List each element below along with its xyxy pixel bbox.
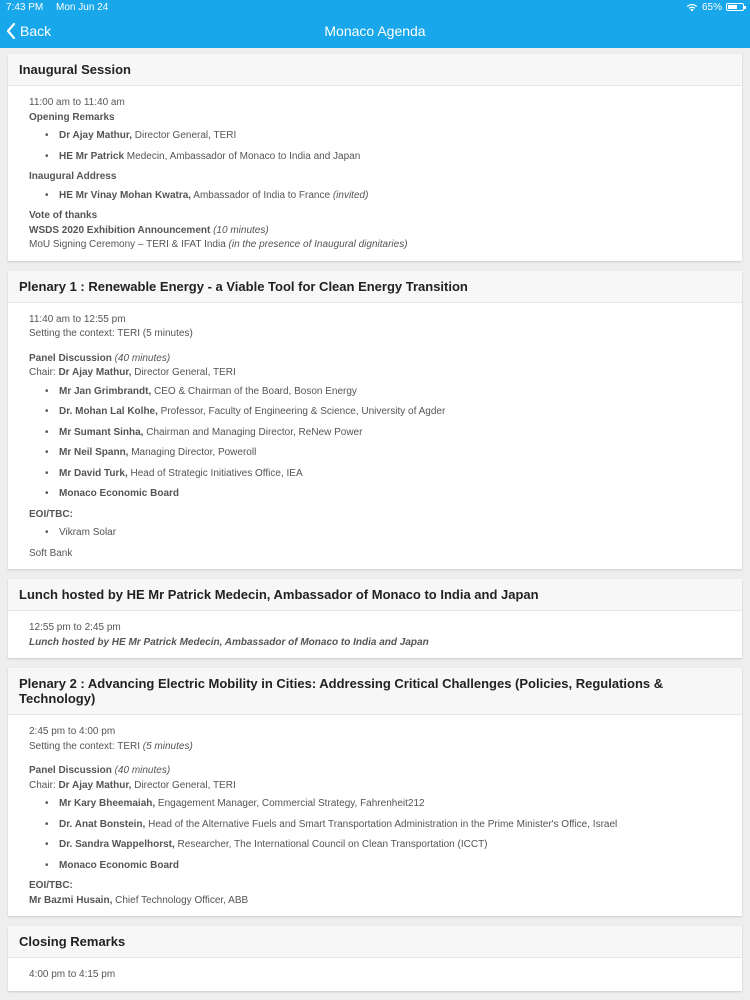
list-item <box>59 189 721 204</box>
panelist-name: Dr. Mohan Lal Kolhe, <box>59 406 158 417</box>
setting-context: Setting the context: TERI (5 minutes) <box>29 328 193 339</box>
panelist-desc: Professor, Faculty of Engineering & Science, University of Agder <box>157 406 446 417</box>
list-item <box>59 426 721 441</box>
eoi-list <box>29 526 721 541</box>
panelist-desc: Head of the Alternative Fuels and Smart Transportation Administration in the Prime Minister's Office, Israel <box>145 818 618 830</box>
panelist-name: Mr Kary Bheemaiah, <box>59 798 156 809</box>
softbank-line: Soft Bank <box>29 547 73 559</box>
list-item <box>59 487 721 502</box>
agenda-list <box>0 48 750 991</box>
context-label: Setting the context: TERI <box>29 740 143 752</box>
session-body <box>8 611 742 658</box>
speaker-name: HE Mr Patrick <box>59 150 125 162</box>
chair-prefix: Chair: <box>29 779 59 791</box>
nav-bar <box>0 14 750 48</box>
page-title: Monaco Agenda <box>324 23 426 39</box>
session-body <box>8 715 742 916</box>
speaker-name: Dr Ajay Mathur, <box>59 130 132 141</box>
inaugural-address-label: Inaugural Address <box>29 171 117 182</box>
status-date: Mon Jun 24 <box>56 1 109 13</box>
panelist-desc: CEO & Chairman of the Board, Boson Energy <box>151 385 357 397</box>
list-item <box>59 405 721 420</box>
session-time: 12:55 pm to 2:45 pm <box>29 622 121 633</box>
eoi-label: EOI/TBC: <box>29 880 73 891</box>
panelist-name: Monaco Economic Board <box>59 488 180 499</box>
session-time: 11:00 am to 11:40 am <box>29 97 125 108</box>
panelist-name: Dr. Sandra Wappelhorst, <box>59 839 175 850</box>
battery-percent: 65% <box>701 1 722 13</box>
setting-context <box>29 740 721 755</box>
session-body <box>8 86 742 261</box>
panelist-desc: Head of Strategic Initiatives Office, IEA <box>127 467 303 479</box>
chair-name: Dr Ajay Mathur, <box>58 367 132 378</box>
speaker-desc: Director General, TERI <box>131 130 237 141</box>
panelist-name: Dr. Anat Bonstein, <box>59 818 146 830</box>
address-speakers-list <box>29 189 721 204</box>
session-title: Inaugural Session <box>8 54 742 86</box>
session-title: Closing Remarks <box>8 926 742 958</box>
panel-label: Panel Discussion <box>29 352 112 364</box>
chair-prefix: Chair: <box>29 367 59 378</box>
lunch-desc: Lunch hosted by HE Mr Patrick Medecin, Ambassador of Monaco to India and Japan <box>29 636 429 648</box>
list-item <box>59 797 721 812</box>
list-item <box>59 150 721 165</box>
eoi-desc: Chief Technology Officer, ABB <box>112 894 249 906</box>
back-button[interactable] <box>6 14 51 48</box>
wifi-icon <box>686 3 698 12</box>
panelist-name: Mr Jan Grimbrandt, <box>59 385 152 397</box>
list-item <box>59 818 721 833</box>
panelists-list <box>29 797 721 873</box>
session-card-inaugural[interactable] <box>8 54 742 261</box>
session-time: 2:45 pm to 4:00 pm <box>29 726 116 737</box>
chair-line <box>29 366 721 381</box>
panelist-desc: Researcher, The International Council on Clean Transportation (ICCT) <box>174 839 488 850</box>
opening-remarks-label: Opening Remarks <box>29 111 115 123</box>
panel-discussion <box>29 352 721 367</box>
eoi-name: Mr Bazmi Husain, <box>29 894 113 906</box>
list-item: • Vikram Solar <box>59 526 721 541</box>
session-card-lunch[interactable] <box>8 579 742 658</box>
panelist-name: Mr David Turk, <box>59 467 128 479</box>
panelist-name: Mr Sumant Sinha, <box>59 426 144 438</box>
panel-label: Panel Discussion <box>29 765 112 776</box>
session-card-plenary-1[interactable] <box>8 271 742 570</box>
speaker-desc: Medecin, Ambassador of Monaco to India and Japan <box>124 150 361 162</box>
panelist-desc: Engagement Manager, Commercial Strategy, Fahrenheit212 <box>155 798 425 809</box>
list-item <box>59 129 721 144</box>
wsds-announcement <box>29 224 721 239</box>
chair-name: Dr Ajay Mathur, <box>58 779 132 791</box>
session-time: 11:40 am to 12:55 pm <box>29 313 126 325</box>
panelists-list <box>29 385 721 502</box>
list-item <box>59 838 721 853</box>
mou-ceremony <box>29 238 721 253</box>
chevron-left-icon <box>6 23 16 39</box>
chair-desc: Director General, TERI <box>131 779 236 791</box>
session-body <box>8 303 742 570</box>
panelist-name: Monaco Economic Board <box>59 859 180 871</box>
panelist-desc: Managing Director, Poweroll <box>128 447 257 458</box>
session-title: Plenary 2 : Advancing Electric Mobility in Cities: Addressing Critical Challenges (Policies, Regulations & Technology) <box>8 668 742 715</box>
mou-label: MoU Signing Ceremony – TERI & IFAT India <box>29 239 229 250</box>
speaker-note: (invited) <box>332 189 369 201</box>
session-card-closing[interactable] <box>8 926 742 991</box>
panel-note: (40 minutes) <box>111 352 171 364</box>
session-title: Plenary 1 : Renewable Energy - a Viable Tool for Clean Energy Transition <box>8 271 742 303</box>
back-label: Back <box>20 23 52 39</box>
session-time: 4:00 pm to 4:15 pm <box>29 969 116 980</box>
battery-icon <box>726 3 744 11</box>
mou-note: (in the presence of Inaugural dignitaries) <box>228 239 408 250</box>
status-time: 7:43 PM <box>6 1 44 13</box>
session-title: Lunch hosted by HE Mr Patrick Medecin, Ambassador of Monaco to India and Japan <box>8 579 742 611</box>
panel-discussion <box>29 764 721 779</box>
context-note: (5 minutes) <box>142 740 193 752</box>
vote-of-thanks: Vote of thanks <box>29 210 98 221</box>
list-item <box>59 446 721 461</box>
session-body <box>8 958 742 991</box>
list-item <box>59 467 721 482</box>
session-card-plenary-2[interactable] <box>8 668 742 916</box>
status-bar <box>0 0 750 14</box>
list-item <box>59 859 721 874</box>
chair-desc: Director General, TERI <box>131 367 236 378</box>
opening-speakers-list <box>29 129 721 164</box>
panelist-desc: Chairman and Managing Director, ReNew Power <box>143 426 363 438</box>
wsds-label: WSDS 2020 Exhibition Announcement <box>29 224 211 236</box>
panelist-name: Mr Neil Spann, <box>59 447 129 458</box>
panel-note: (40 minutes) <box>111 765 171 776</box>
wsds-note: (10 minutes) <box>210 224 269 236</box>
speaker-desc: Ambassador of India to France <box>191 189 333 201</box>
chair-line <box>29 779 721 794</box>
eoi-line <box>29 894 721 909</box>
list-item <box>59 385 721 400</box>
speaker-name: HE Mr Vinay Mohan Kwatra, <box>59 189 192 201</box>
eoi-label: EOI/TBC: <box>29 508 73 520</box>
